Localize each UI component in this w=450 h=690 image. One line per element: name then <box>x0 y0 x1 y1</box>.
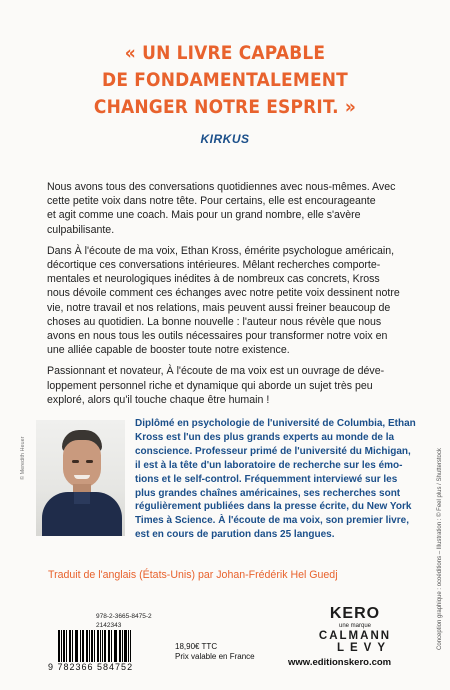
photo-credit: © Meredith Heuer <box>20 436 26 480</box>
author-photo <box>36 420 125 536</box>
author-bio <box>135 417 416 542</box>
text-line: décortique ces conversations intérieures. Mêlant recherches comporte- <box>47 259 381 272</box>
bio-line: plus grandes chaînes américaines, ses recherches sont <box>135 487 401 499</box>
barcode-digits: 9 782366 584752 <box>48 662 134 672</box>
blurb-paragraph-2 <box>47 244 405 358</box>
translator-credit: Traduit de l'anglais (États-Unis) par Johan-Frédérik Hel Guedj <box>48 569 338 581</box>
barcode-bar <box>70 630 71 662</box>
publisher-group-line-2: LEVY <box>336 642 392 654</box>
price-note: Prix valable en France <box>175 652 255 661</box>
internal-code: 2142343 <box>96 622 122 629</box>
quote-line-1: « UN LIVRE CAPABLE <box>124 43 326 64</box>
isbn-label <box>96 612 152 630</box>
bio-line: Times à Science. À l'écoute de ma voix, son premier livre, <box>135 515 409 527</box>
quote-block <box>18 40 432 121</box>
bio-line: conscience. Professeur primé de l'université du Michigan, <box>135 445 411 457</box>
bio-line: Kross est l'un des plus grands experts au monde de la <box>135 431 395 443</box>
bio-line: régulièrement publiées dans la presse écrite, du New York <box>135 501 412 513</box>
text-line: vie, notre travail et nos relations, mais peuvent aussi freiner beaucoup de <box>47 301 391 314</box>
publisher-tagline: une marque <box>338 623 372 629</box>
publisher-logo <box>300 606 410 654</box>
text-line: et agit comme une coach. Mais pour un grand nombre, elle s'avère <box>47 209 361 222</box>
blurb-paragraph-3 <box>47 364 405 407</box>
barcode-bar <box>111 630 112 662</box>
barcode-bar <box>89 630 90 662</box>
blurb <box>47 180 405 414</box>
publisher-name: KERO <box>329 605 381 622</box>
price-block <box>175 642 255 662</box>
text-line: Dans À l'écoute de ma voix, Ethan Kross, émérite psychologue américain, <box>47 244 395 257</box>
text-line: Nous avons tous des conversations quotidiennes avec nous-mêmes. Avec <box>47 181 396 193</box>
quote-source: KIRKUS <box>200 132 250 146</box>
barcode <box>58 630 131 662</box>
bio-line: est en cours de parution dans 25 langues. <box>135 529 335 541</box>
text-line: nous dévoile comment ces échanges avec notre petite voix dessinent notre <box>47 287 400 300</box>
text-line: exploré, alors qu'il touche chaque être humain ! <box>47 393 270 406</box>
barcode-bar <box>61 630 62 662</box>
bio-line: Diplômé en psychologie de l'université de Columbia, Ethan <box>135 418 416 429</box>
blurb-paragraph-1 <box>47 180 405 237</box>
barcode-bar <box>116 630 117 662</box>
text-line: mentales et neurologiques inédites à de nombreux cas concrets, Kross <box>47 273 380 286</box>
isbn-number: 978-2-3665-8475-2 <box>96 613 152 620</box>
text-line: une alliée capable de booster toute notre existence. <box>47 344 290 357</box>
barcode-bar <box>122 630 123 662</box>
publisher-group-line-1: CALMANN <box>318 630 392 642</box>
quote-line-2: DE FONDAMENTALEMENT <box>102 70 348 91</box>
bio-line: tions et le self-control. Fréquemment interviewé sur les <box>135 473 398 485</box>
text-line: cette petite voix dans notre tête. Pour certains, elle est encourageante <box>47 195 376 208</box>
text-line: Passionnant et novateur, À l'écoute de ma voix est un ouvrage de déve- <box>47 365 385 378</box>
barcode-bar <box>125 630 126 662</box>
publisher-website: www.editionskero.com <box>288 657 392 668</box>
text-line: culpabilisante. <box>47 223 115 236</box>
quote-line-3: CHANGER NOTRE ESPRIT. » <box>93 97 357 118</box>
text-line: loppement personnel riche et dynamique qui aborde un sujet très peu <box>47 379 373 392</box>
barcode-bar <box>94 630 95 662</box>
text-line: avons en nous tous les outils nécessaires pour transformer notre voix en <box>47 330 388 343</box>
barcode-bar <box>72 630 73 662</box>
price: 18,90€ TTC <box>175 642 218 651</box>
barcode-bar <box>109 630 110 662</box>
barcode-bar <box>66 630 67 662</box>
bio-line: il est à la tête d'un laboratoire de recherche sur les émo- <box>135 459 403 471</box>
text-line: choses au quotidien. La bonne nouvelle : l'auteur nous révèle que nous <box>47 315 382 328</box>
cover-credit: Conception graphique : ocoéditions – Illustration : © Feel plus / Shutterstock <box>437 448 443 650</box>
barcode-bar <box>83 630 84 662</box>
